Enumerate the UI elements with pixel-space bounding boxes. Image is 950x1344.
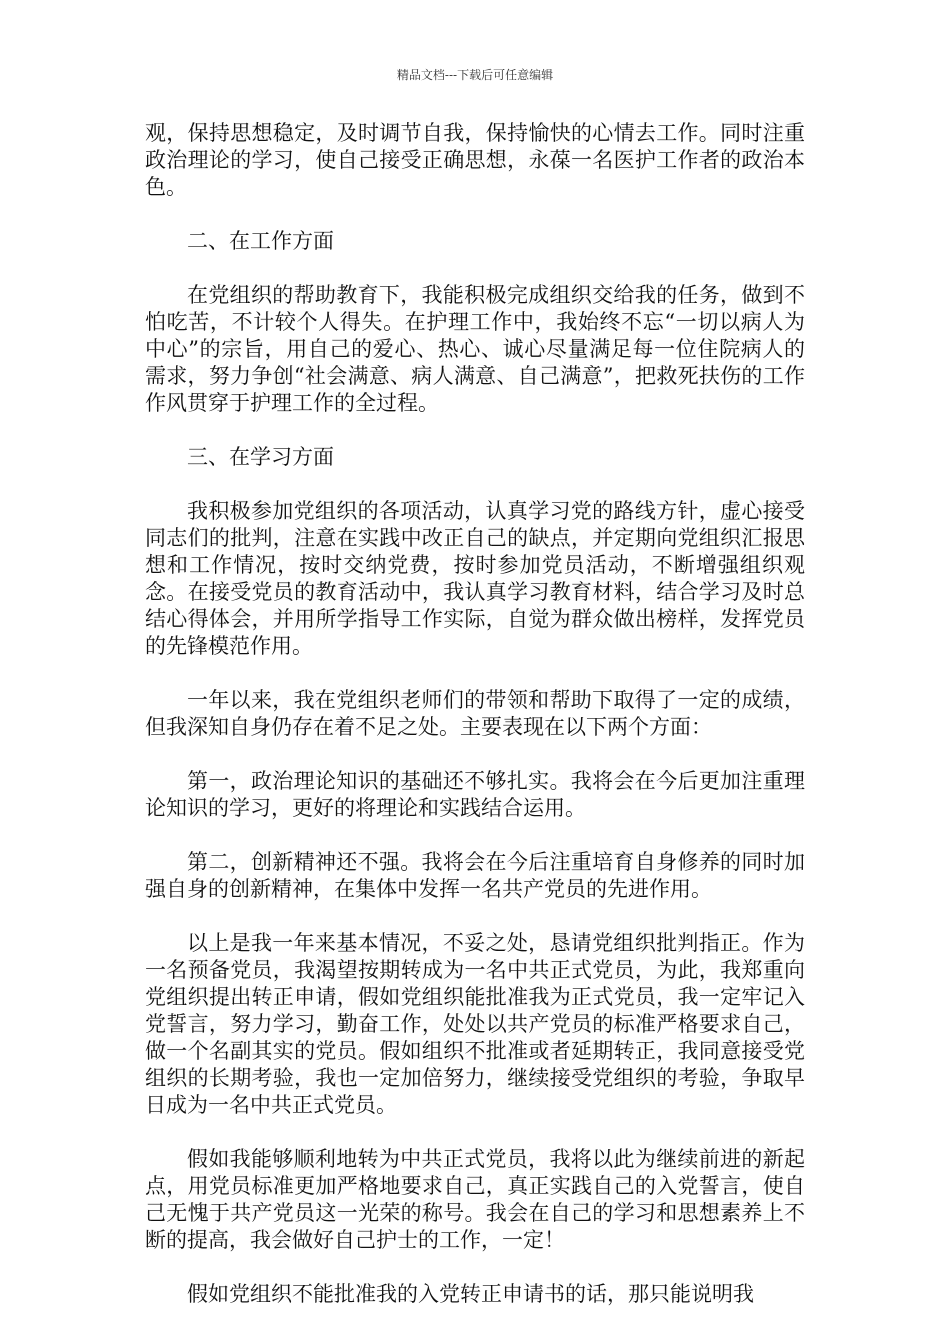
paragraph-continuation: 观，保持思想稳定，及时调节自我，保持愉快的心情去工作。同时注重政治理论的学习，使自己接受正确思想，永葆一名医护工作者的政治本色。 <box>145 121 805 199</box>
document-body <box>145 120 805 1335</box>
paragraph-request: 以上是我一年来基本情况，不妥之处，恳请党组织批判指正。作为一名预备党员，我渴望按期转成为一名中共正式党员，为此，我郑重向党组织提出转正申请，假如党组织能批准我为正式党员，我一定牢记入党誓言，努力学习，勤奋工作，处处以共产党员的标准严格要求自己，做一个名副其实的党员。假如组织不批准或者延期转正，我同意接受党组织的长期考验，我也一定加倍努力，继续接受党组织的考验，争取早日成为一名中共正式党员。 <box>145 931 805 1117</box>
paragraph-study: 我积极参加党组织的各项活动，认真学习党的路线方针，虚心接受同志们的批判，注意在实践中改正自己的缺点，并定期向党组织汇报思想和工作情况，按时交纳党费，按时参加党员活动，不断增强组织观念。在接受党员的教育活动中，我认真学习教育材料，结合学习及时总结心得体会，并用所学指导工作实际，自觉为群众做出榜样，发挥党员的先锋模范作用。 <box>145 499 805 658</box>
paragraph-work: 在党组织的帮助教育下，我能积极完成组织交给我的任务，做到不怕吃苦，不计较个人得失。在护理工作中，我始终不忘“一切以病人为中心”的宗旨，用自己的爱心、热心、诚心尽量满足每一位住院病人的需求，努力争创“社会满意、病人满意、自己满意”，把救死扶伤的工作作风贯穿于护理工作的全过程。 <box>145 283 805 415</box>
paragraph-summary: 一年以来，我在党组织老师们的带领和帮助下取得了一定的成绩，但我深知自身仍存在着不足之处。主要表现在以下两个方面： <box>145 688 805 739</box>
section-heading-study: 三、在学习方面 <box>187 445 334 469</box>
page-header: 精品文档---下载后可任意编辑 <box>396 68 554 82</box>
paragraph-commitment: 假如我能够顺利地转为中共正式党员，我将以此为继续前进的新起点，用党员标准更加严格地要求自己，真正实践自己的入党誓言，使自己无愧于共产党员这一光荣的称号。我会在自己的学习和思想素养上不断的提高，我会做好自己护士的工作，一定！ <box>145 1147 805 1252</box>
paragraph-first-point: 第一，政治理论知识的基础还不够扎实。我将会在今后更加注重理论知识的学习，更好的将理论和实践结合运用。 <box>145 769 805 820</box>
paragraph-final: 假如党组织不能批准我的入党转正申请书的话，那只能说明我 <box>187 1282 754 1306</box>
section-heading-work: 二、在工作方面 <box>187 229 334 253</box>
paragraph-second-point: 第二，创新精神还不强。我将会在今后注重培育自身修养的同时加强自身的创新精神，在集体中发挥一名共产党员的先进作用。 <box>145 850 805 901</box>
